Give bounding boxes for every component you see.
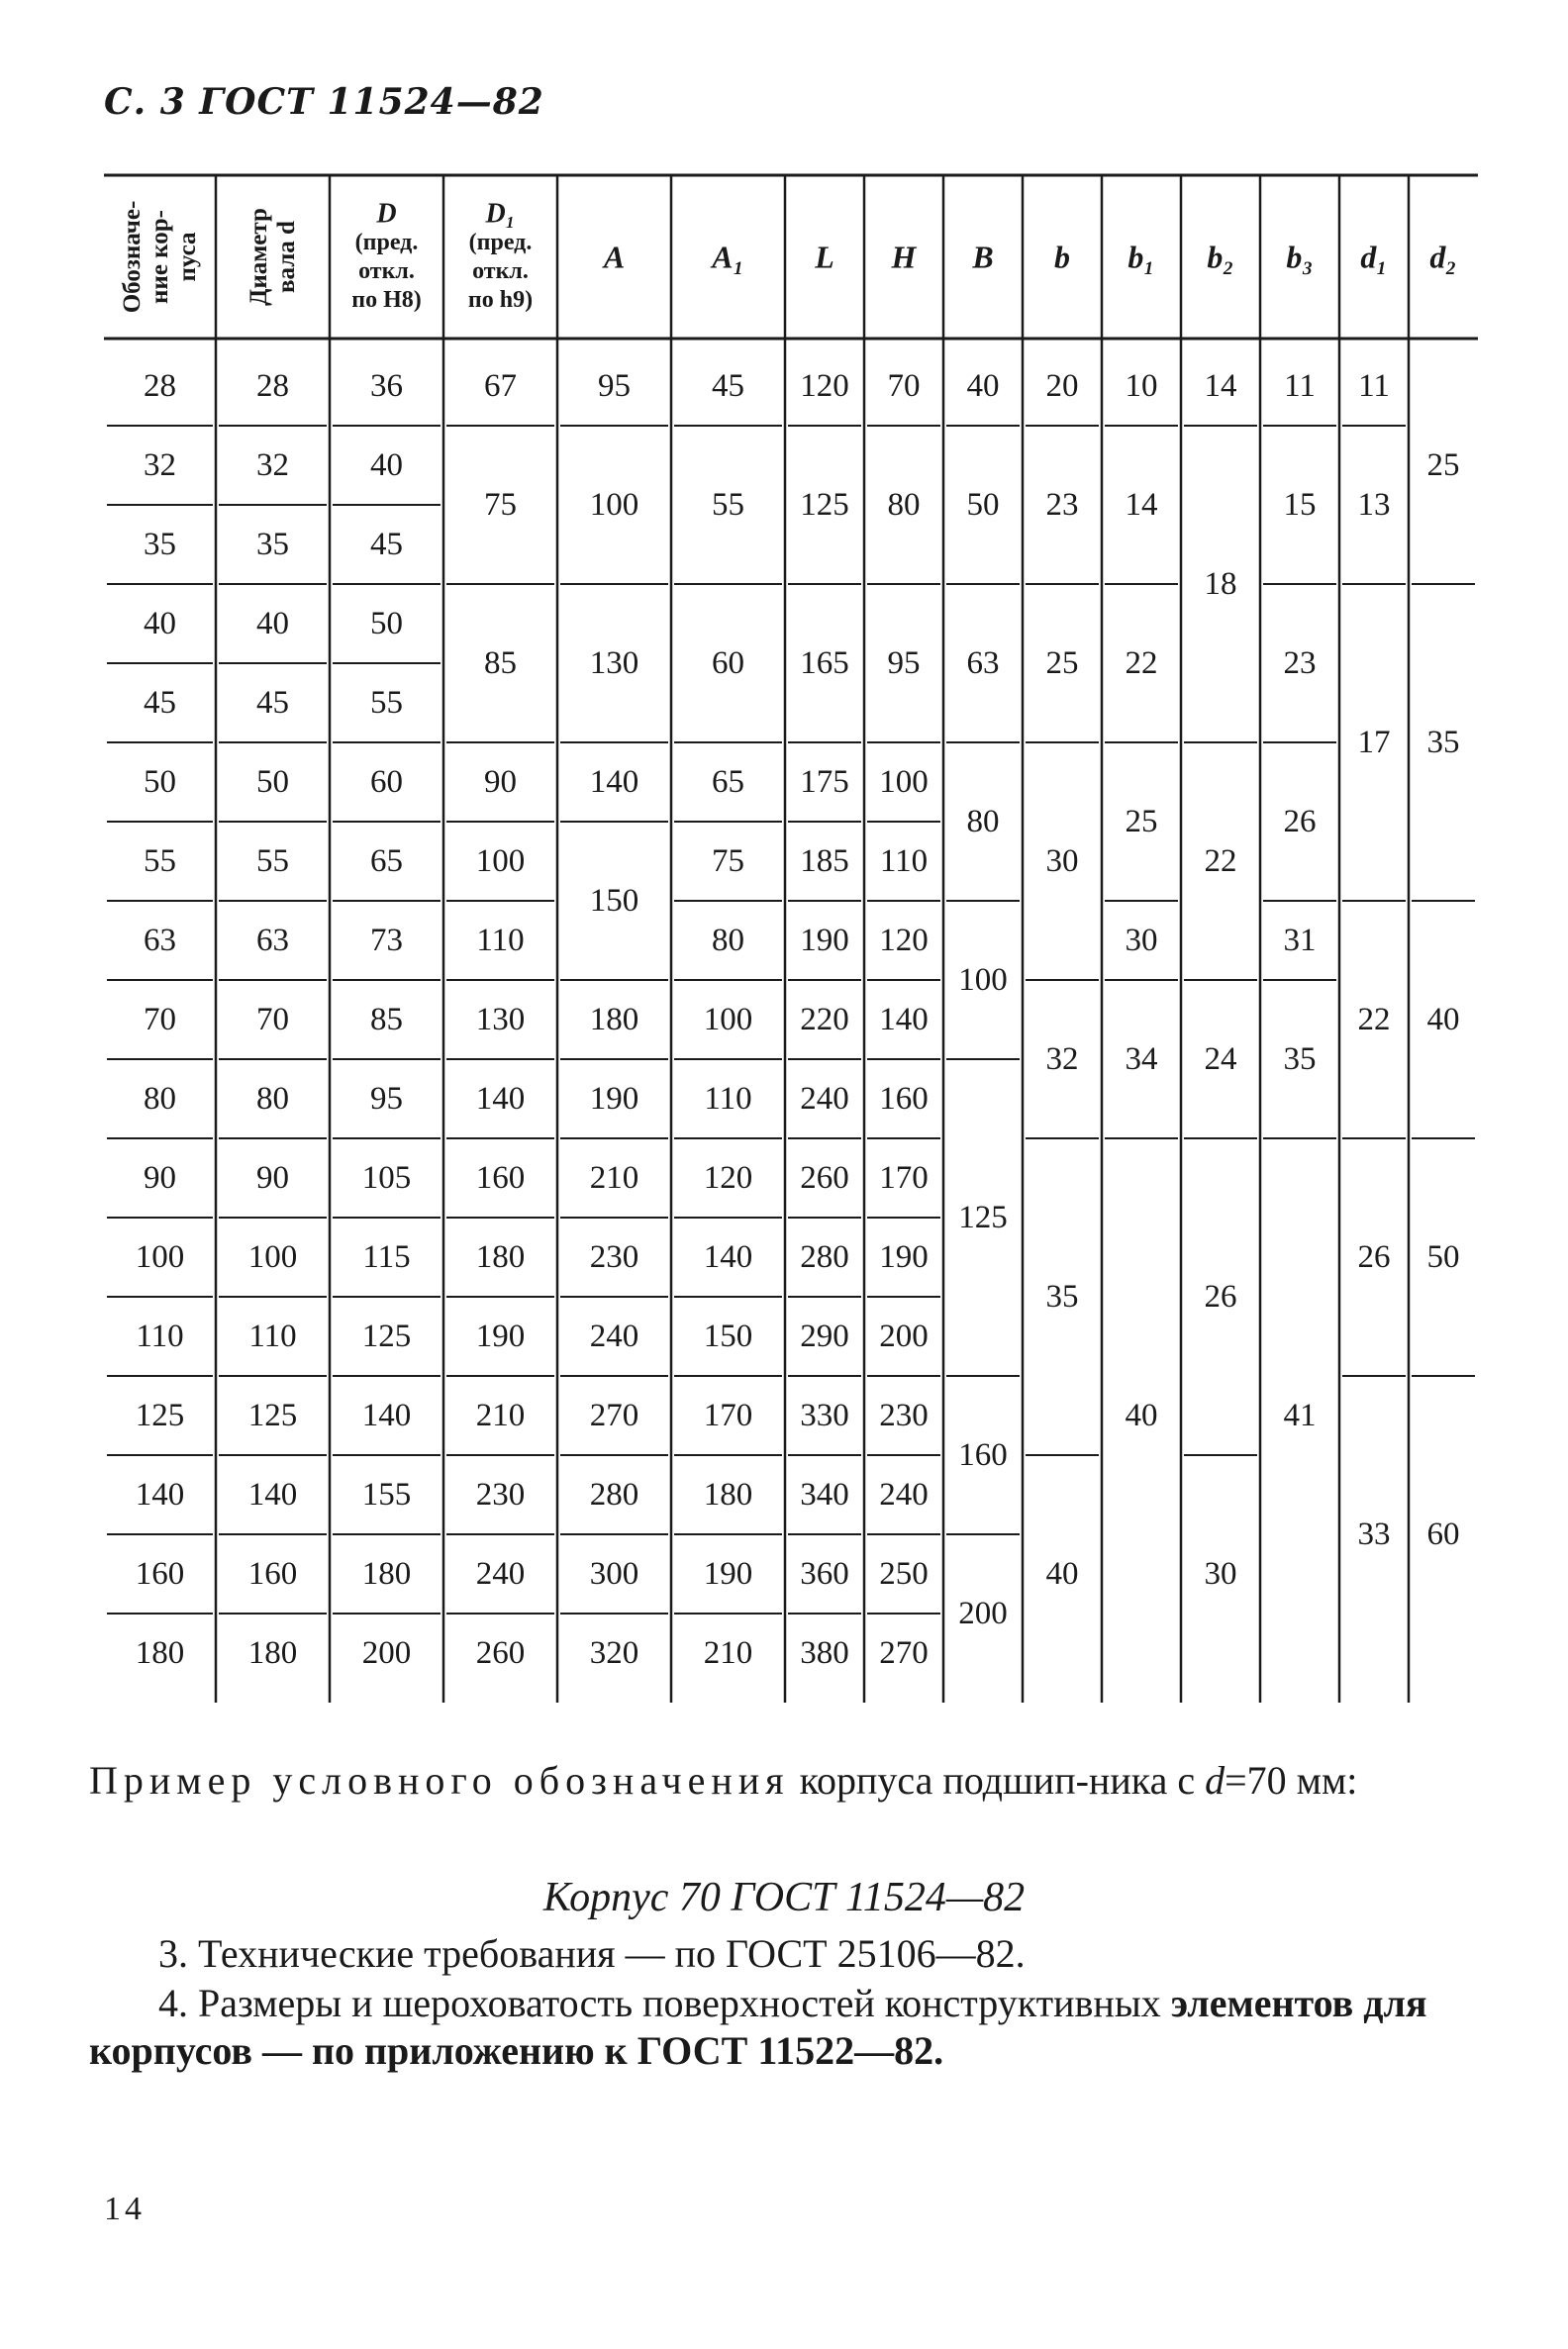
table-cell-B: 125 (958, 1200, 1008, 1235)
table-cell-H: 100 (879, 764, 929, 800)
table-cell-D: 55 (370, 685, 403, 721)
table-cell-A: 180 (589, 1002, 639, 1037)
table-cell-A: 300 (589, 1556, 639, 1592)
table-cell-D: 73 (370, 923, 403, 958)
table-cell-L: 175 (800, 764, 849, 800)
table-cell-designation: 50 (144, 764, 176, 800)
table-cell-L: 260 (800, 1160, 849, 1196)
table-cell-b2: 22 (1204, 843, 1237, 879)
table-cell-designation: 28 (144, 368, 176, 404)
table-cell-designation: 55 (144, 843, 176, 879)
table-cell-designation: 45 (144, 685, 176, 721)
table-cell-b2: 30 (1204, 1556, 1237, 1592)
table-cell-d2: 50 (1426, 1239, 1460, 1275)
table-cell-designation: 160 (135, 1556, 185, 1592)
table-cell-D: 85 (370, 1002, 403, 1037)
table-cell-D1: 190 (475, 1319, 526, 1354)
table-cell-d: 125 (247, 1398, 298, 1433)
table-cell-A: 280 (589, 1477, 639, 1513)
table-cell-D1: 180 (475, 1239, 526, 1275)
header-cell-d (245, 208, 300, 306)
table-cell-L: 360 (800, 1556, 849, 1592)
table-cell-H: 270 (879, 1635, 929, 1671)
table-cell-designation: 90 (144, 1160, 176, 1196)
table-cell-d: 90 (256, 1160, 289, 1196)
table-cell-b: 25 (1045, 645, 1079, 681)
table-cell-A1: 75 (712, 843, 744, 879)
table-cell-D1: 85 (484, 645, 517, 681)
table-cell-D1: 110 (476, 923, 525, 958)
page-number: 14 (104, 2191, 146, 2227)
table-cell-H: 250 (879, 1556, 929, 1592)
table-cell-d: 180 (247, 1635, 298, 1671)
header-label-H: H (891, 239, 917, 275)
table-cell-b: 35 (1045, 1279, 1079, 1315)
table-cell-L: 280 (800, 1239, 849, 1275)
table-cell-D: 115 (362, 1239, 411, 1275)
table-cell-b2: 26 (1204, 1279, 1237, 1315)
table-cell-D: 180 (361, 1556, 412, 1592)
table-cell-D: 140 (361, 1398, 412, 1433)
header-label-D1: по h9) (467, 287, 534, 313)
table-cell-A: 240 (589, 1319, 639, 1354)
table-cell-b: 32 (1045, 1041, 1079, 1077)
header-label-A: A (603, 239, 626, 275)
table-cell-d1: 33 (1357, 1517, 1391, 1552)
table-cell-B: 40 (966, 368, 1000, 404)
table-cell-d: 70 (256, 1002, 289, 1037)
table-cell-H: 140 (879, 1002, 929, 1037)
table-cell-d: 32 (256, 447, 289, 483)
table-cell-d2: 25 (1426, 447, 1460, 483)
table-cell-b2: 18 (1204, 566, 1237, 602)
table-cell-b1: 14 (1125, 487, 1158, 523)
table-cell-A1: 45 (712, 368, 744, 404)
table-cell-A1: 150 (703, 1319, 753, 1354)
table-cell-A1: 80 (712, 923, 744, 958)
table-cell-D1: 160 (475, 1160, 526, 1196)
table-cell-d: 160 (247, 1556, 298, 1592)
table-cell-D: 155 (361, 1477, 412, 1513)
table-cell-d: 140 (247, 1477, 298, 1513)
table-cell-D1: 260 (475, 1635, 526, 1671)
table-cell-b3: 15 (1283, 487, 1317, 523)
header-label-line: вала d (273, 221, 300, 293)
header-label-d1: d₁ (1360, 239, 1388, 275)
table-cell-b2: 14 (1204, 368, 1237, 404)
table-cell-d: 28 (256, 368, 289, 404)
table-cell-D1: 210 (475, 1398, 526, 1433)
header-label-line: Диаметр (245, 208, 272, 306)
table-cell-H: 230 (879, 1398, 929, 1433)
table-cell-A1: 100 (703, 1002, 753, 1037)
header-label-D1: D₁ (485, 198, 516, 230)
table-cell-b1: 30 (1125, 923, 1158, 958)
table-cell-D: 36 (370, 368, 403, 404)
table-cell-designation: 110 (136, 1319, 184, 1354)
header-label-B: B (972, 239, 994, 275)
table-cell-b1: 25 (1125, 804, 1158, 839)
table-cell-D: 40 (370, 447, 403, 483)
table-cell-D: 200 (361, 1635, 412, 1671)
table-cell-d: 100 (247, 1239, 298, 1275)
table-cell-D1: 130 (475, 1002, 526, 1037)
paragraph-4-bold: элементов для корпусов — по приложению к ГОСТ 11522—82. (89, 1981, 1427, 2073)
table-cell-D1: 75 (484, 487, 517, 523)
table-cell-designation: 35 (144, 527, 176, 562)
header-label-D: по Н8) (351, 287, 422, 313)
table-cell-designation: 63 (144, 923, 176, 958)
table-cell-D: 65 (370, 843, 403, 879)
example-caption-tail: =70 мм: (1225, 1758, 1358, 1803)
page-header: С. 3 ГОСТ 11524—82 (104, 81, 544, 123)
header-label-b3: b₃ (1286, 239, 1314, 275)
table-cell-D1: 90 (484, 764, 517, 800)
table-cell-A1: 65 (712, 764, 744, 800)
table-cell-b3: 31 (1283, 923, 1317, 958)
table-cell-designation: 70 (144, 1002, 176, 1037)
header-label-b1: b₁ (1127, 239, 1155, 275)
table-cell-H: 110 (879, 843, 929, 879)
table-cell-b1: 34 (1125, 1041, 1158, 1077)
table-cell-A: 230 (589, 1239, 639, 1275)
table-cell-d: 40 (256, 606, 289, 641)
table-cell-A: 130 (589, 645, 639, 681)
table-cell-A: 270 (589, 1398, 639, 1433)
table-cell-d: 45 (256, 685, 289, 721)
example-caption (89, 1757, 1475, 1805)
table-cell-D1: 67 (484, 368, 517, 404)
table-cell-B: 63 (966, 645, 1000, 681)
table-cell-H: 160 (879, 1081, 929, 1117)
table-cell-A1: 210 (703, 1635, 753, 1671)
header-label-D: откл. (358, 258, 415, 284)
example-caption-lead: Пример условного обозначения (89, 1758, 790, 1803)
table-cell-L: 290 (800, 1319, 849, 1354)
example-designation: Корпус 70 ГОСТ 11524—82 (542, 1875, 1026, 1920)
table-cell-d1: 13 (1357, 487, 1391, 523)
table-cell-b3: 26 (1283, 804, 1317, 839)
table-cell-A1: 170 (703, 1398, 753, 1433)
example-caption-rest: корпуса подшип-ника с (789, 1758, 1206, 1803)
table-cell-H: 240 (879, 1477, 929, 1513)
table-cell-D: 45 (370, 527, 403, 562)
table-cell-H: 200 (879, 1319, 929, 1354)
table-cell-D: 95 (370, 1081, 403, 1117)
table-cell-L: 220 (800, 1002, 849, 1037)
table-cell-L: 185 (800, 843, 849, 879)
table-cell-b3: 11 (1284, 368, 1316, 404)
table-cell-B: 100 (958, 962, 1008, 998)
table-cell-designation: 180 (135, 1635, 185, 1671)
header-label-A1: A₁ (712, 239, 744, 275)
table-cell-d2: 35 (1426, 725, 1460, 760)
table-cell-A1: 60 (712, 645, 744, 681)
table-cell-A: 100 (589, 487, 639, 523)
table-cell-L: 120 (800, 368, 849, 404)
table-cell-designation: 80 (144, 1081, 176, 1117)
header-label-L: L (815, 239, 834, 275)
table-cell-A1: 140 (703, 1239, 753, 1275)
table-cell-L: 240 (800, 1081, 849, 1117)
table-cell-designation: 100 (135, 1239, 185, 1275)
header-label-line: Обозначе- (119, 200, 146, 314)
table-cell-d1: 22 (1357, 1002, 1391, 1037)
header-label-line: ние кор- (147, 210, 173, 304)
table-cell-designation: 40 (144, 606, 176, 641)
table-cell-d1: 11 (1358, 368, 1390, 404)
table-cell-B: 80 (966, 804, 1000, 839)
table-cell-H: 95 (887, 645, 921, 681)
header-label-D1: откл. (472, 258, 529, 284)
table-cell-D1: 140 (475, 1081, 526, 1117)
table-cell-designation: 32 (144, 447, 176, 483)
table-cell-b: 40 (1045, 1556, 1079, 1592)
table-cell-d: 80 (256, 1081, 289, 1117)
paragraph-4 (89, 1980, 1475, 2075)
table-cell-H: 120 (879, 923, 929, 958)
table-cell-L: 190 (800, 923, 849, 958)
table-cell-designation: 140 (135, 1477, 185, 1513)
table-cell-A1: 180 (703, 1477, 753, 1513)
table-cell-B: 160 (958, 1437, 1008, 1473)
table-cell-A1: 55 (712, 487, 744, 523)
table-cell-A: 95 (598, 368, 631, 404)
table-cell-designation: 125 (135, 1398, 185, 1433)
table-cell-d: 63 (256, 923, 289, 958)
table-cell-D1: 240 (475, 1556, 526, 1592)
table-cell-b3: 41 (1283, 1398, 1317, 1433)
table-cell-b1: 10 (1125, 368, 1158, 404)
table-cell-D: 125 (361, 1319, 412, 1354)
table-cell-b1: 40 (1125, 1398, 1158, 1433)
table-cell-L: 330 (800, 1398, 849, 1433)
table-cell-D1: 230 (475, 1477, 526, 1513)
table-cell-b: 23 (1045, 487, 1079, 523)
table-cell-D: 105 (361, 1160, 412, 1196)
header-label-D: D (376, 198, 397, 230)
table-cell-A: 150 (589, 883, 639, 919)
paragraph-4-plain: 4. Размеры и шероховатость поверхностей конструктивных (158, 1981, 1171, 2025)
table-cell-d: 35 (256, 527, 289, 562)
table-cell-D1: 100 (475, 843, 526, 879)
table-cell-L: 125 (800, 487, 849, 523)
table-cell-L: 165 (800, 645, 849, 681)
table-cell-b3: 35 (1283, 1041, 1317, 1077)
table-cell-A1: 120 (703, 1160, 753, 1196)
table-cell-d: 55 (256, 843, 289, 879)
table-cell-b1: 22 (1125, 645, 1158, 681)
table-cell-b: 30 (1045, 843, 1079, 879)
table-cell-b2: 24 (1204, 1041, 1237, 1077)
header-label-d2: d₂ (1429, 239, 1457, 275)
table-cell-B: 50 (966, 487, 1000, 523)
header-label-D1: (пред. (468, 230, 533, 255)
table-cell-B: 200 (958, 1596, 1008, 1631)
table-cell-A: 320 (589, 1635, 639, 1671)
table-cell-d1: 17 (1357, 725, 1391, 760)
table-cell-L: 380 (800, 1635, 849, 1671)
table-cell-H: 190 (879, 1239, 929, 1275)
table-cell-d2: 40 (1426, 1002, 1460, 1037)
table-cell-d: 50 (256, 764, 289, 800)
table-cell-d2: 60 (1426, 1517, 1460, 1552)
table-cell-H: 80 (887, 487, 921, 523)
header-label-b: b (1054, 239, 1070, 275)
table-cell-b: 20 (1045, 368, 1079, 404)
example-caption-var: d (1205, 1758, 1225, 1803)
table-cell-A1: 190 (703, 1556, 753, 1592)
paragraph-3: 3. Технические требования — по ГОСТ 25106—82. (158, 1931, 1026, 1976)
header-cell-designation (119, 201, 201, 314)
table-cell-H: 170 (879, 1160, 929, 1196)
table-cell-A: 210 (589, 1160, 639, 1196)
table-cell-A1: 110 (704, 1081, 752, 1117)
table-cell-d: 110 (248, 1319, 297, 1354)
table-cell-D: 60 (370, 764, 403, 800)
table-cell-b3: 23 (1283, 645, 1317, 681)
header-label-D: (пред. (354, 230, 419, 255)
table-cell-D: 50 (370, 606, 403, 641)
table-cell-d1: 26 (1357, 1239, 1391, 1275)
table-cell-H: 70 (887, 368, 921, 404)
header-label-b2: b₂ (1207, 239, 1234, 275)
table-cell-A: 190 (589, 1081, 639, 1117)
header-label-line: пуса (174, 232, 201, 282)
table-cell-A: 140 (589, 764, 639, 800)
table-cell-L: 340 (800, 1477, 849, 1513)
